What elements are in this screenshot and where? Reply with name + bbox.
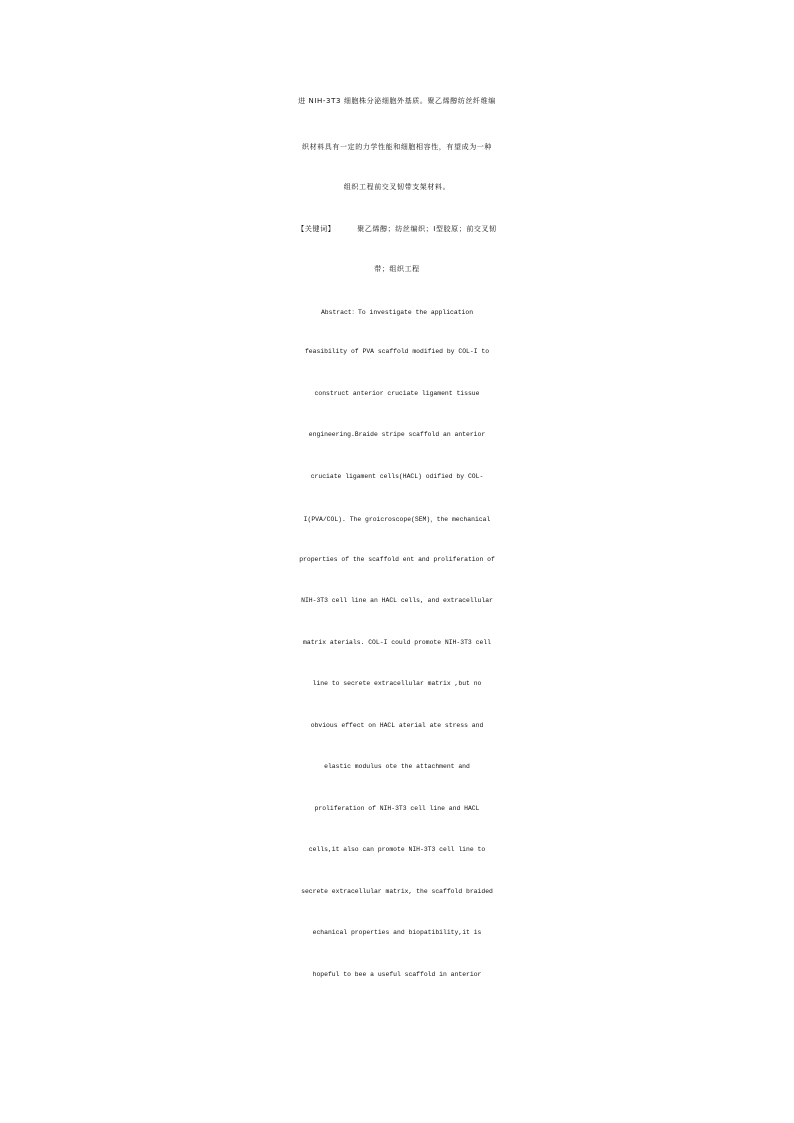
en-abstract-line-8: NIH-3T3 cell line an HACL cells, and extracellular (301, 597, 493, 604)
en-abstract-line-6: I(PVA/COL). The groicroscope(SEM)，the mechanical (303, 516, 491, 523)
en-abstract-line-9: matrix aterials. COL-I could promote NIH-3T3 cell (303, 639, 491, 646)
keywords-label: 【关键词】 (297, 225, 336, 233)
cn-abstract-line-2: 织材料具有一定的力学性能和细胞相容性，有望成为一种 (302, 143, 492, 151)
en-abstract-line-12: elastic modulus ote the attachment and (324, 763, 470, 770)
en-abstract-line-15: secrete extracellular matrix, the scaffold braided (301, 888, 493, 895)
cn-abstract-line-1: 进 NIH-3T3 细胞株分泌细胞外基质。聚乙烯醇纺丝纤维编 (298, 97, 496, 105)
en-abstract-line-2: feasibility of PVA scaffold modified by COL-I to (304, 348, 490, 355)
keywords-line-1 (0, 224, 794, 234)
en-abstract-line-7: properties of the scaffold ent and proliferation of (299, 556, 495, 563)
cn-abstract-line-3: 组织工程前交叉韧带支架材料。 (343, 183, 451, 191)
en-abstract-line-5: cruciate ligament cells(HACL) odified by COL- (310, 473, 484, 480)
en-abstract-line-16: echanical properties and biopatibility,it is (312, 929, 482, 936)
en-abstract-line-3: construct anterior cruciate ligament tissue (314, 390, 480, 397)
keywords-line-2: 带；组织工程 (374, 265, 420, 273)
en-abstract-line-14: cells,it also can promote NIH-3T3 cell line to (308, 846, 486, 853)
en-abstract-line-4: engineering.Braide stripe scaffold an anterior (308, 431, 486, 438)
en-abstract-line-11: obvious effect on HACL aterial ate stress and (310, 722, 484, 729)
en-abstract-line-17: hopeful to bee a useful scaffold in anterior (312, 971, 482, 978)
en-abstract-line-10: line to secrete extracellular matrix ,but no (312, 680, 482, 687)
keywords-text-1: 聚乙烯醇；纺丝编织；Ⅰ型胶原；前交叉韧 (357, 225, 497, 233)
en-abstract-line-1: Abstract：To investigate the application (320, 309, 474, 316)
en-abstract-line-13: proliferation of NIH-3T3 cell line and HACL (314, 805, 480, 812)
